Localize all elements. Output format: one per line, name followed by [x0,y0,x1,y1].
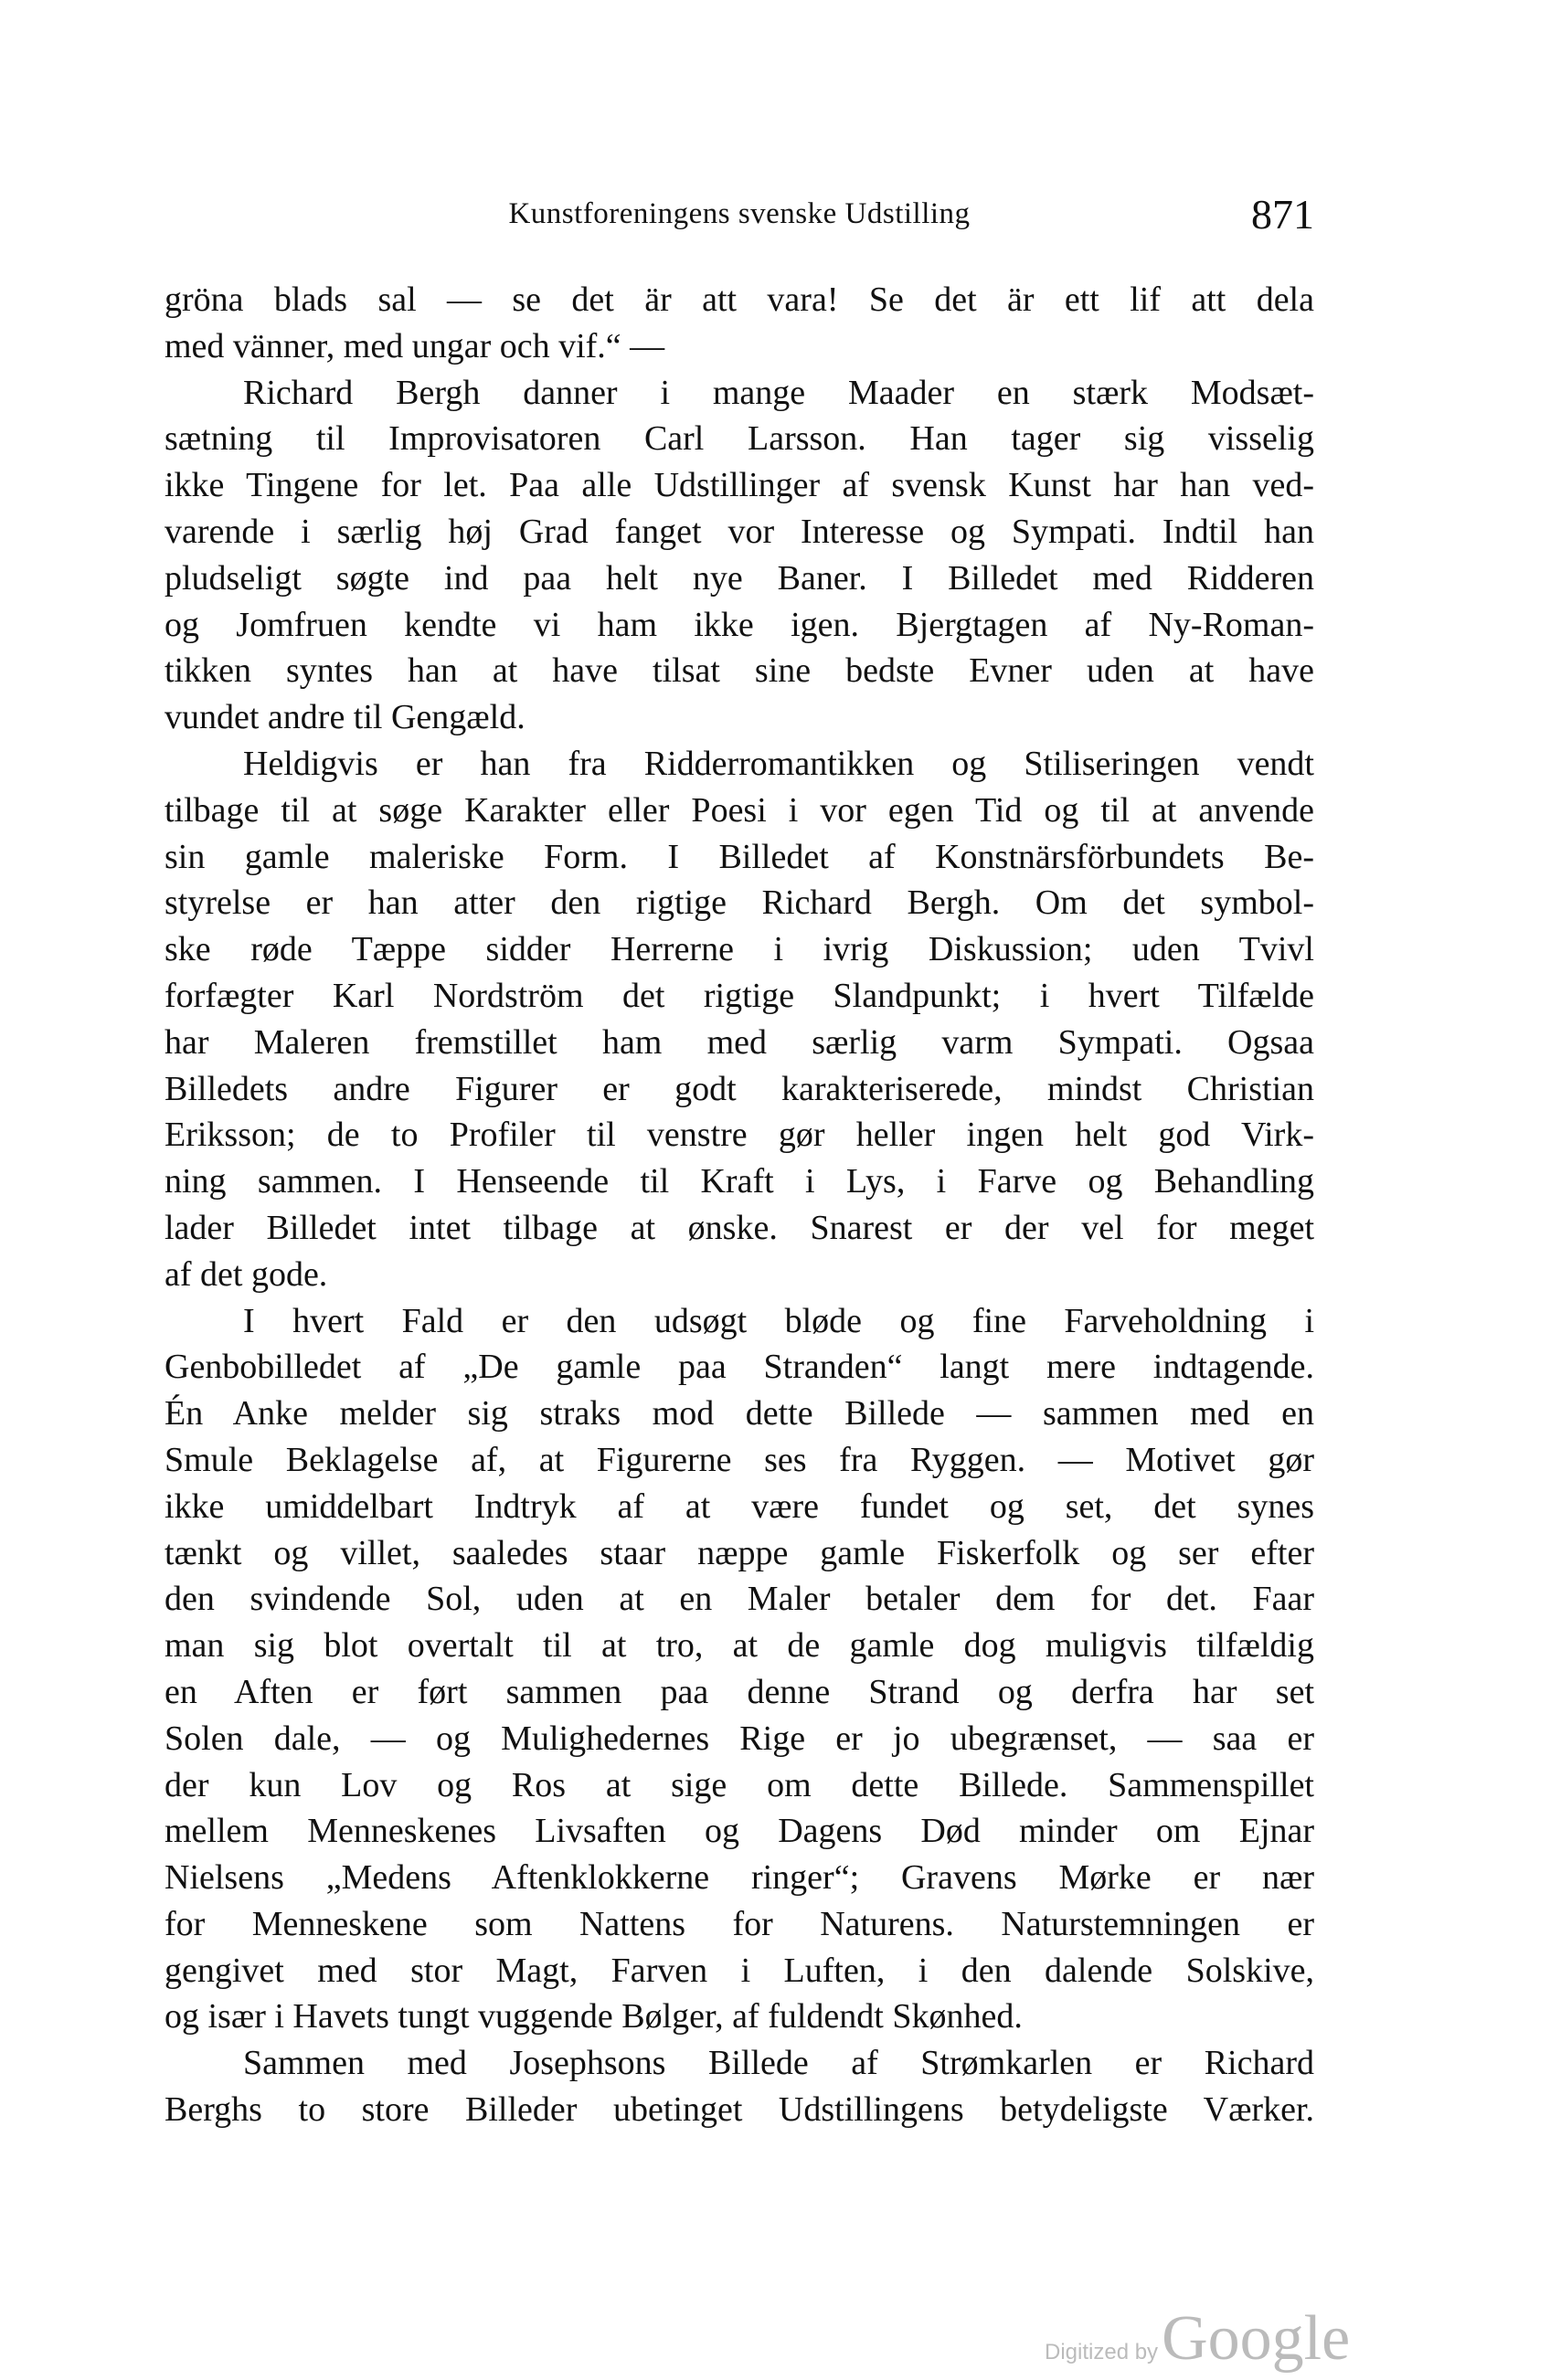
text-line: med vänner, med ungar och vif.“ — [165,326,665,365]
watermark-logo: Google [1162,2303,1351,2374]
text-line: og især i Havets tungt vuggende Bølger, af fuldendt Skønhed. [165,1997,1023,2036]
text-line: ning sammen. I Henseende til Kraft i Lys, i Farve og Behandling [165,1162,1314,1201]
text-line: Smule Beklagelse af, at Figurerne ses fra Ryggen. — Motivet gør [165,1440,1314,1479]
text-line: sætning til Improvisatoren Carl Larsson. Han tager sig visselig [165,419,1314,459]
running-title: Kunstforeningens svenske Udstilling [508,197,971,230]
text-line: Én Anke melder sig straks mod dette Billede — sammen med en [165,1394,1314,1433]
text-line: mellem Menneskenes Livsaften og Dagens Død minder om Ejnar [165,1812,1314,1851]
text-line: Solen dale, — og Mulighedernes Rige er jo ubegrænset, — saa er [165,1719,1314,1758]
text-line: den svindende Sol, uden at en Maler betaler dem for det. Faar [165,1580,1314,1619]
text-line: tilbage til at søge Karakter eller Poesi i vor egen Tid og til at anvende [165,790,1314,830]
text-line: der kun Lov og Ros at sige om dette Billede. Sammenspillet [165,1765,1314,1804]
text-line: sin gamle maleriske Form. I Billedet af Konstnärsförbundets Be- [165,837,1314,876]
body-text [165,277,1314,2133]
text-line: for Menneskene som Nattens for Naturens. Naturstemningen er [165,1904,1314,1943]
text-line: lader Billedet intet tilbage at ønske. Snarest er der vel for meget [165,1208,1314,1247]
text-line: Billedets andre Figurer er godt karakteriserede, mindst Christian [165,1069,1314,1108]
text-line: af det gode. [165,1254,328,1294]
text-line: varende i særlig høj Grad fanget vor Interesse og Sympati. Indtil han [165,512,1314,551]
text-line: man sig blot overtalt til at tro, at de gamle dog muligvis tilfældig [165,1626,1314,1666]
text-line: pludseligt søgte ind paa helt nye Baner. I Billedet med Ridderen [165,558,1314,598]
text-line: Sammen med Josephsons Billede af Strømkarlen er Richard [243,2044,1314,2083]
text-line: vundet andre til Gengæld. [165,698,526,737]
text-line: Genbobilledet af „De gamle paa Stranden“ langt mere indtagende. [165,1348,1314,1387]
text-line: gengivet med stor Magt, Farven i Luften, i den dalende Solskive, [165,1951,1314,1990]
text-line: Nielsens „Medens Aftenklokkerne ringer“; Gravens Mørke er nær [165,1858,1314,1898]
text-line: en Aften er ført sammen paa denne Strand og derfra har set [165,1672,1314,1711]
page-number: 871 [1251,191,1314,238]
text-line: Richard Bergh danner i mange Maader en stærk Modsæt- [243,373,1314,412]
digitized-watermark [1045,2302,1350,2375]
text-line: I hvert Fald er den udsøgt bløde og fine Farveholdning i [243,1301,1314,1340]
page-header [165,190,1314,254]
text-line: forfægter Karl Nordström det rigtige Slandpunkt; i hvert Tilfælde [165,976,1314,1015]
text-line: ske røde Tæppe sidder Herrerne i ivrig Diskussion; uden Tvivl [165,930,1314,969]
text-line: tikken syntes han at have tilsat sine bedste Evner uden at have [165,651,1314,691]
text-line: Heldigvis er han fra Ridderromantikken og Stiliseringen vendt [243,744,1314,783]
text-line: styrelse er han atter den rigtige Richard Bergh. Om det symbol- [165,883,1314,923]
text-line: Berghs to store Billeder ubetinget Udstillingens betydeligste Værker. [165,2090,1314,2130]
watermark-prefix: Digitized by [1045,2340,1159,2364]
text-line: og Jomfruen kendte vi ham ikke igen. Bjergtagen af Ny-Roman- [165,605,1314,644]
text-line: Eriksson; de to Profiler til venstre gør heller ingen helt god Virk- [165,1116,1314,1155]
text-line: ikke umiddelbart Indtryk af at være fundet og set, det synes [165,1486,1314,1526]
text-line: ikke Tingene for let. Paa alle Udstillinger af svensk Kunst har han ved- [165,466,1314,505]
text-line: tænkt og villet, saaledes staar næppe gamle Fiskerfolk og ser efter [165,1533,1314,1572]
text-line: gröna blads sal — se det är att vara! Se det är ett lif att dela [165,280,1314,319]
text-line: har Maleren fremstillet ham med særlig varm Sympati. Ogsaa [165,1022,1314,1062]
